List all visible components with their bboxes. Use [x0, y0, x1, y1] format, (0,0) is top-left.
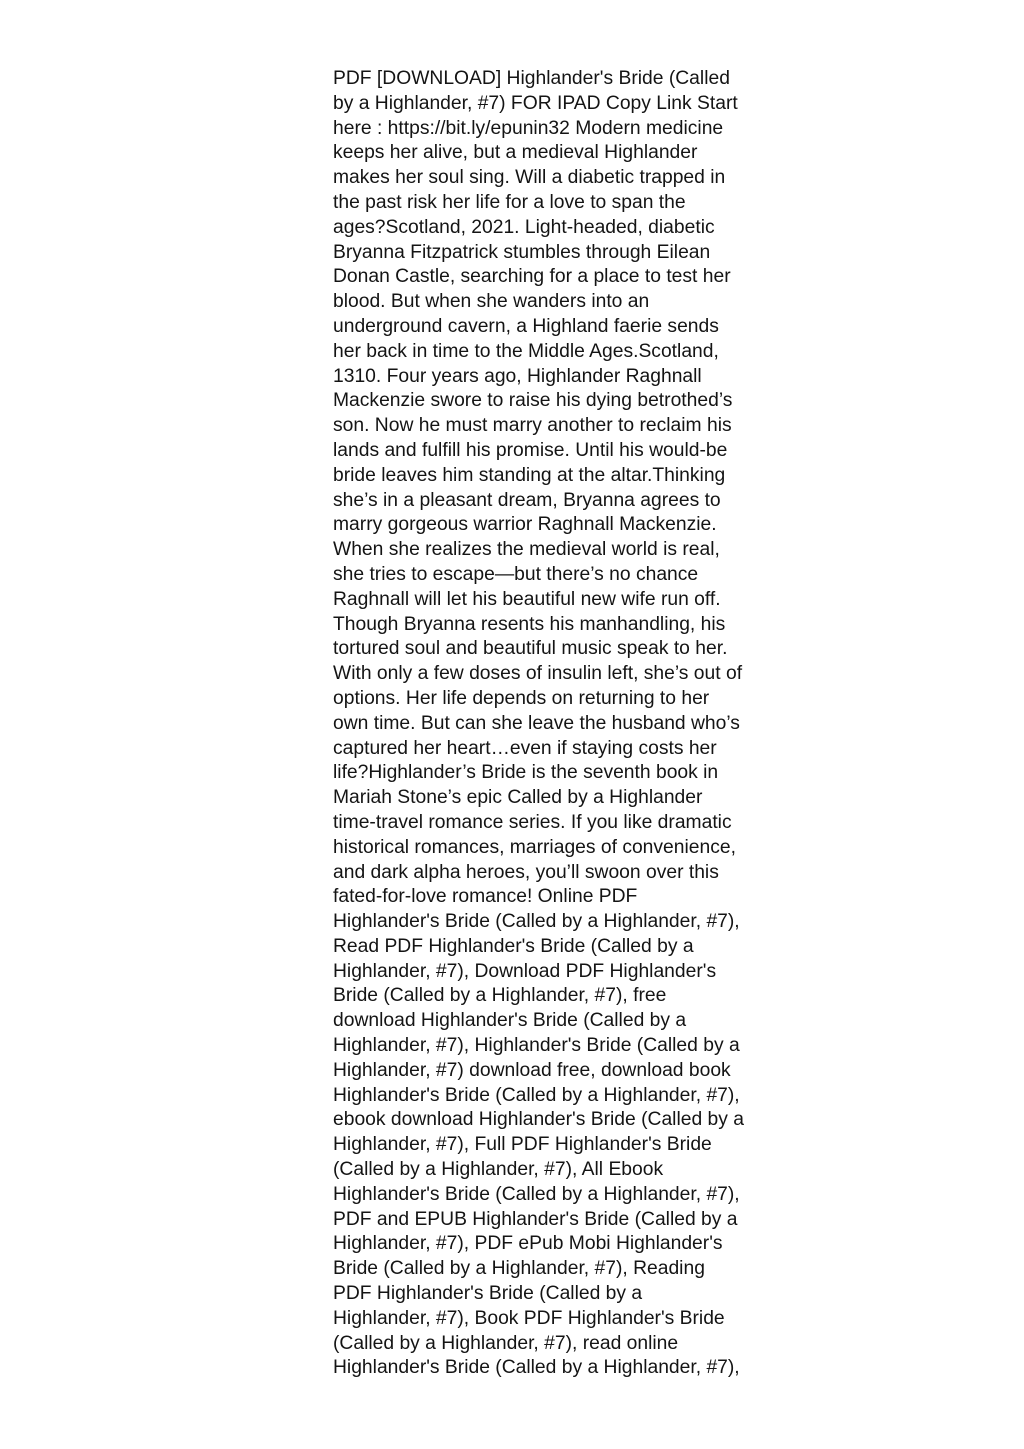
text-line: own time. But can she leave the husband who’s [333, 712, 740, 734]
text-line: lands and fulfill his promise. Until his would-be [333, 439, 728, 461]
text-line: here : https://bit.ly/epunin32 Modern medicine [333, 117, 724, 139]
text-line: Donan Castle, searching for a place to test her [333, 266, 731, 288]
text-line: and dark alpha heroes, you’ll swoon over this [333, 861, 719, 883]
text-line: son. Now he must marry another to reclaim his [333, 415, 732, 437]
text-line: PDF [DOWNLOAD] Highlander's Bride (Called [333, 68, 730, 89]
text-line: Highlander's Bride (Called by a Highlander, #7), [333, 1084, 740, 1106]
text-line: Bride (Called by a Highlander, #7), Reading [333, 1258, 705, 1280]
text-line: 1310. Four years ago, Highlander Raghnall [333, 365, 702, 387]
text-line: captured her heart…even if staying costs her [333, 737, 717, 759]
text-line: options. Her life depends on returning to her [333, 687, 710, 709]
text-line: download Highlander's Bride (Called by a [333, 1010, 687, 1032]
text-line: When she realizes the medieval world is real, [333, 539, 720, 561]
text-line: the past risk her life for a love to span the [333, 191, 686, 213]
text-line: Bride (Called by a Highlander, #7), free [333, 985, 667, 1007]
text-line: With only a few doses of insulin left, she’s out of [333, 663, 743, 685]
text-line: by a Highlander, #7) FOR IPAD Copy Link Start [333, 92, 738, 114]
text-line: PDF Highlander's Bride (Called by a [333, 1283, 643, 1305]
text-line: Highlander's Bride (Called by a Highlander, #7), [333, 1357, 740, 1379]
text-line: Highlander, #7), Book PDF Highlander's Bride [333, 1307, 725, 1329]
text-line: time-travel romance series. If you like dramatic [333, 811, 732, 833]
text-line: she tries to escape—but there’s no chance [333, 563, 699, 585]
text-line: Raghnall will let his beautiful new wife run off. [333, 588, 721, 610]
text-line: PDF and EPUB Highlander's Bride (Called by a [333, 1208, 738, 1230]
text-line: she’s in a pleasant dream, Bryanna agrees to [333, 489, 721, 511]
text-line: Highlander, #7) download free, download book [333, 1059, 731, 1081]
text-line: ebook download Highlander's Bride (Called by a [333, 1109, 744, 1131]
text-line: Mariah Stone’s epic Called by a Highlander [333, 787, 703, 809]
text-line: historical romances, marriages of convenience, [333, 836, 736, 858]
text-line: (Called by a Highlander, #7), read online [333, 1332, 679, 1354]
text-line: Highlander, #7), Download PDF Highlander's [333, 960, 717, 982]
text-line: fated-for-love romance! Online PDF [333, 886, 638, 908]
text-line: blood. But when she wanders into an [333, 291, 650, 313]
text-line: makes her soul sing. Will a diabetic trapped in [333, 167, 726, 189]
text-line: underground cavern, a Highland faerie sends [333, 315, 719, 337]
text-line: marry gorgeous warrior Raghnall Mackenzie. [333, 514, 717, 536]
text-line: ages?Scotland, 2021. Light-headed, diabetic [333, 216, 715, 238]
text-line: Bryanna Fitzpatrick stumbles through Eilean [333, 241, 711, 263]
text-line: her back in time to the Middle Ages.Scotland, [333, 340, 719, 362]
text-line: Highlander, #7), Highlander's Bride (Called by a [333, 1035, 740, 1057]
text-line: Read PDF Highlander's Bride (Called by a [333, 935, 694, 957]
text-line: life?Highlander’s Bride is the seventh book in [333, 762, 719, 784]
text-line: keeps her alive, but a medieval Highlander [333, 142, 698, 164]
body-text [333, 67, 793, 1381]
text-line: Though Bryanna resents his manhandling, his [333, 613, 726, 635]
text-line: bride leaves him standing at the altar.Thinking [333, 464, 726, 486]
text-line: Highlander's Bride (Called by a Highlander, #7), [333, 911, 740, 933]
text-line: tortured soul and beautiful music speak to her. [333, 638, 728, 660]
text-line: Highlander, #7), Full PDF Highlander's Bride [333, 1134, 712, 1156]
text-line: Highlander, #7), PDF ePub Mobi Highlander's [333, 1233, 723, 1255]
text-line: Highlander's Bride (Called by a Highlander, #7), [333, 1183, 740, 1205]
text-line: Mackenzie swore to raise his dying betrothed’s [333, 390, 733, 412]
text-line: (Called by a Highlander, #7), All Ebook [333, 1159, 664, 1181]
